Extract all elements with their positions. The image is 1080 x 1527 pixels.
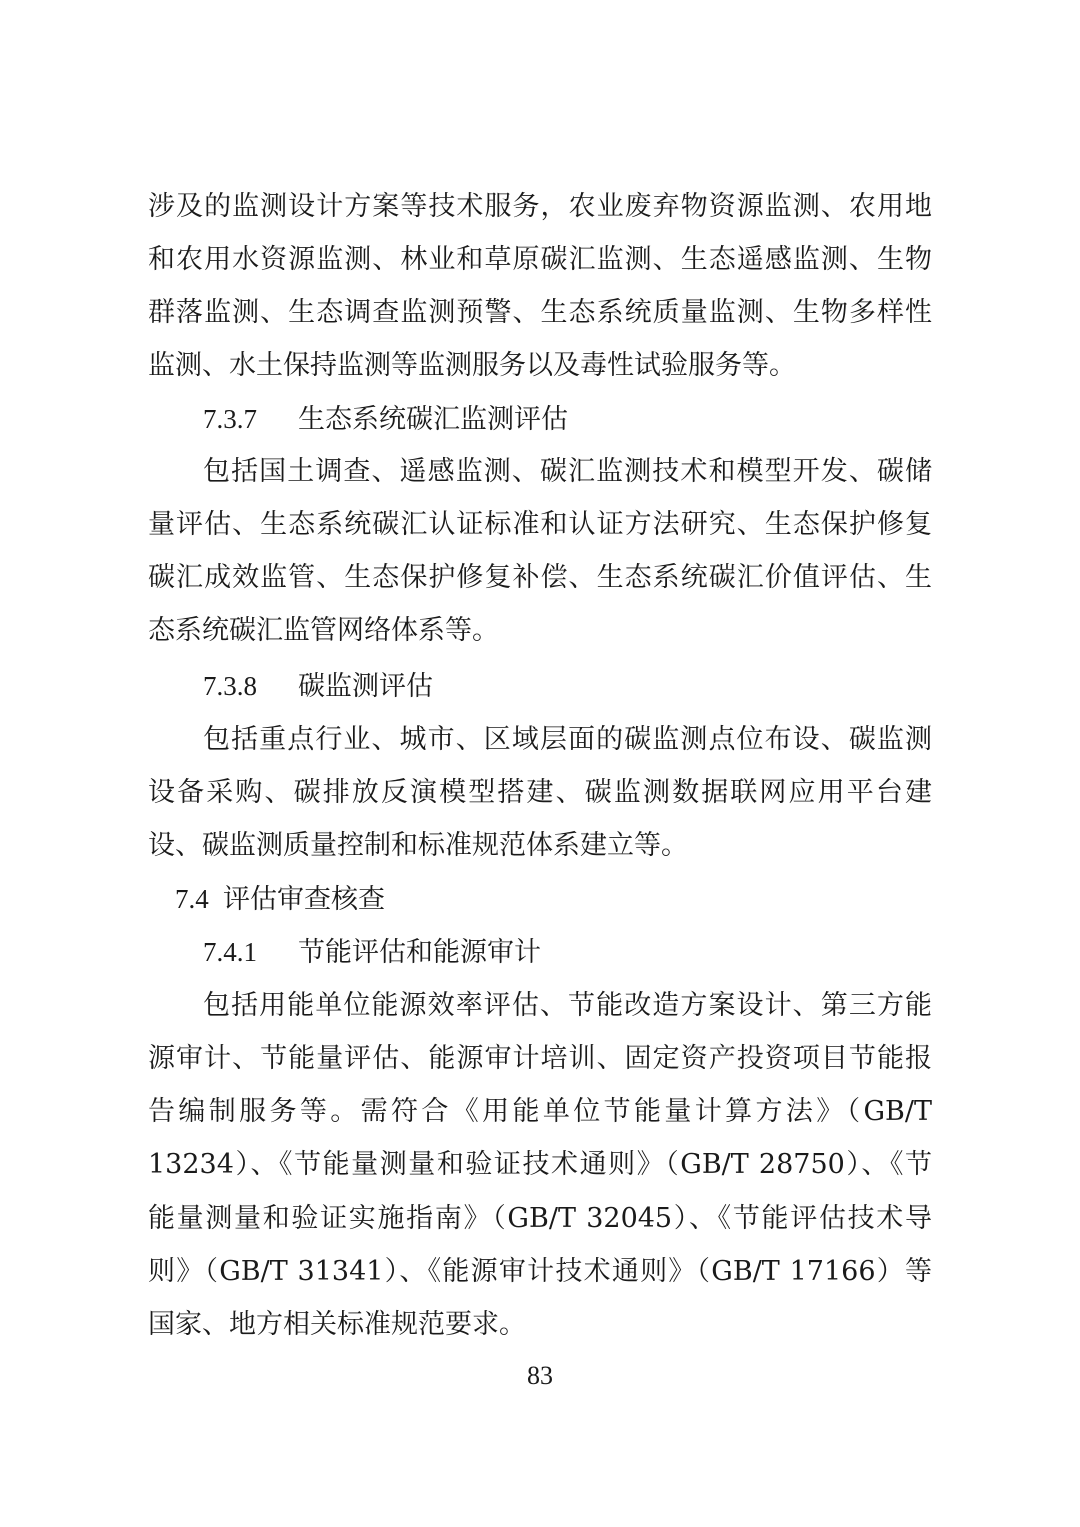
paragraph-line: 设备采购、碳排放反演模型搭建、碳监测数据联网应用平台建 xyxy=(148,777,932,808)
paragraph-line: 国家、地方相关标准规范要求。 xyxy=(148,1309,526,1340)
paragraph-line: 能量测量和验证实施指南》（GB/T 32045）、《节能评估技术导 xyxy=(148,1203,932,1234)
section-heading-7-4-1 xyxy=(203,932,903,972)
paragraph-line: 设、碳监测质量控制和标准规范体系建立等。 xyxy=(148,830,688,861)
page-number: 83 xyxy=(527,1361,553,1390)
section-title: 评估审查核查 xyxy=(223,884,385,915)
section-heading-7-3-7 xyxy=(203,399,903,439)
paragraph-line: 包括重点行业、城市、区域层面的碳监测点位布设、碳监测 xyxy=(203,724,932,755)
paragraph-line: 态系统碳汇监管网络体系等。 xyxy=(148,615,499,646)
paragraph-line: 包括用能单位能源效率评估、节能改造方案设计、第三方能 xyxy=(203,990,932,1021)
section-number: 7.4.1 xyxy=(203,937,257,967)
section-title: 节能评估和能源审计 xyxy=(298,937,541,968)
section-heading-7-4 xyxy=(175,879,875,919)
section-heading-7-3-8 xyxy=(203,666,903,706)
section-title: 生态系统碳汇监测评估 xyxy=(298,404,568,435)
paragraph-line: 13234）、《节能量测量和验证技术通则》（GB/T 28750）、《节 xyxy=(148,1149,932,1180)
section-number: 7.3.8 xyxy=(203,671,257,701)
paragraph-line: 告编制服务等。需符合《用能单位节能量计算方法》（GB/T xyxy=(148,1096,932,1127)
section-number: 7.4 xyxy=(175,884,209,914)
paragraph-line: 源审计、节能量评估、能源审计培训、固定资产投资项目节能报 xyxy=(148,1043,932,1074)
paragraph-line: 涉及的监测设计方案等技术服务，农业废弃物资源监测、农用地 xyxy=(148,191,932,222)
section-number: 7.3.7 xyxy=(203,404,257,434)
section-title: 碳监测评估 xyxy=(298,671,433,702)
paragraph-line: 则》（GB/T 31341）、《能源审计技术通则》（GB/T 17166）等 xyxy=(148,1256,932,1287)
paragraph-line: 群落监测、生态调查监测预警、生态系统质量监测、生物多样性 xyxy=(148,297,932,328)
paragraph-line: 和农用水资源监测、林业和草原碳汇监测、生态遥感监测、生物 xyxy=(148,244,932,275)
paragraph-line: 量评估、生态系统碳汇认证标准和认证方法研究、生态保护修复 xyxy=(148,509,932,540)
paragraph-line: 碳汇成效监管、生态保护修复补偿、生态系统碳汇价值评估、生 xyxy=(148,562,932,593)
paragraph-line: 监测、水土保持监测等监测服务以及毒性试验服务等。 xyxy=(148,350,796,381)
paragraph-line: 包括国土调查、遥感监测、碳汇监测技术和模型开发、碳储 xyxy=(203,456,932,487)
